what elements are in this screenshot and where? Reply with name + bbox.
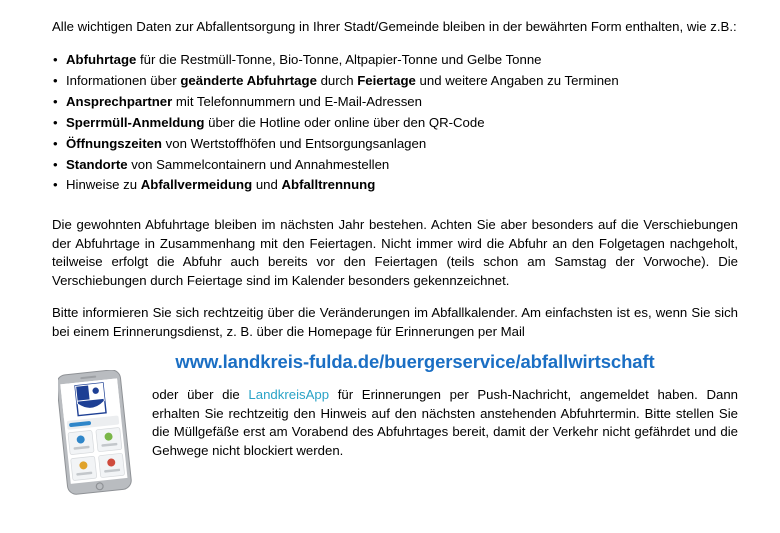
website-url[interactable]: www.landkreis-fulda.de/buergerservice/abfallwirtschaft: [175, 351, 655, 373]
list-item-bold-lead: Öffnungszeiten: [66, 135, 162, 151]
feature-list: [52, 50, 738, 196]
landkreisapp-link[interactable]: LandkreisApp: [248, 387, 330, 403]
list-item-text: für die Restmüll-Tonne, Bio-Tonne, Altpapier-Tonne und Gelbe Tonne: [136, 52, 542, 68]
paragraph-holiday-info: Die gewohnten Abfuhrtage bleiben im nächsten Jahr bestehen. Achten Sie aber besonders auf die Verschiebungen der Abfuhrtage in Zusammenhang mit den Feiertagen. Nicht immer wird die Abfuhr an den Folgetagen nachgeholt, teilweise erfolgt die Abfuhr auch bereits vor den Feiertagen (teils schon am Samstag der Vorwoche). Die Verschiebungen durch Feiertage sind im Kalender besonders gekennzeichnet.: [52, 217, 738, 288]
list-item-bold-lead: Sperrmüll-Anmeldung: [66, 114, 205, 130]
list-item-text: von Wertstoffhöfen und Entsorgungsanlagen: [161, 135, 427, 151]
list-item-bold-mid: geänderte Abfuhrtage: [180, 73, 317, 89]
list-item-bold-mid2: Feiertage: [357, 73, 416, 89]
list-item-bold-lead: Ansprechpartner: [66, 93, 173, 109]
list-item: [52, 92, 738, 113]
list-item-text: von Sammelcontainern und Annahmestellen: [127, 156, 390, 172]
list-item: [52, 134, 738, 155]
app-text-post: für Erinnerungen per Push-Nachricht, angemeldet haben. Dann erhalten Sie rechtzeitig den Hinweis auf den nächsten anstehenden Abfuhrtermin. Bitte stellen Sie die Müllgefäße erst am Vorabend des Abfuhrtages bereit, damit der Verkehr nicht gefährdet und die Gehwege nicht blockiert werden.: [152, 387, 738, 458]
app-text-pre: oder über die: [152, 387, 249, 403]
app-promo-block: [52, 386, 738, 506]
list-item-pre: Informationen über: [66, 73, 181, 89]
list-item-text: mit Telefonnummern und E-Mail-Adressen: [172, 93, 422, 109]
list-item: [52, 113, 738, 134]
app-paragraph: [152, 386, 738, 460]
intro-paragraph: Alle wichtigen Daten zur Abfallentsorgung in Ihrer Stadt/Gemeinde bleiben in der bewährten Form enthalten, wie z.B.:: [52, 19, 737, 34]
list-item-pre: Hinweise zu: [66, 177, 141, 193]
paragraph-reminder-service: Bitte informieren Sie sich rechtzeitig über die Veränderungen im Abfallkalender. Am einfachsten ist es, wenn Sie sich bei einem Erinnerungsdienst, z. B. über die Homepage für Erinnerungen per Mail: [52, 305, 738, 339]
list-item-bold-mid2: Abfalltrennung: [281, 177, 376, 193]
smartphone-icon: [58, 370, 132, 495]
list-item-mid: durch: [316, 73, 358, 89]
list-item: [52, 175, 738, 196]
list-item-text: und weitere Angaben zu Terminen: [415, 73, 619, 89]
list-item-bold-lead: Abfuhrtage: [66, 52, 137, 68]
list-item: [52, 155, 738, 176]
list-item: [52, 50, 738, 71]
list-item-mid: und: [252, 177, 282, 193]
list-item-bold-mid: Abfallvermeidung: [140, 177, 253, 193]
smartphone-illustration: [58, 370, 132, 500]
list-item-bold-lead: Standorte: [66, 156, 128, 172]
list-item: [52, 71, 738, 92]
list-item-text: über die Hotline oder online über den QR-Code: [204, 114, 485, 130]
